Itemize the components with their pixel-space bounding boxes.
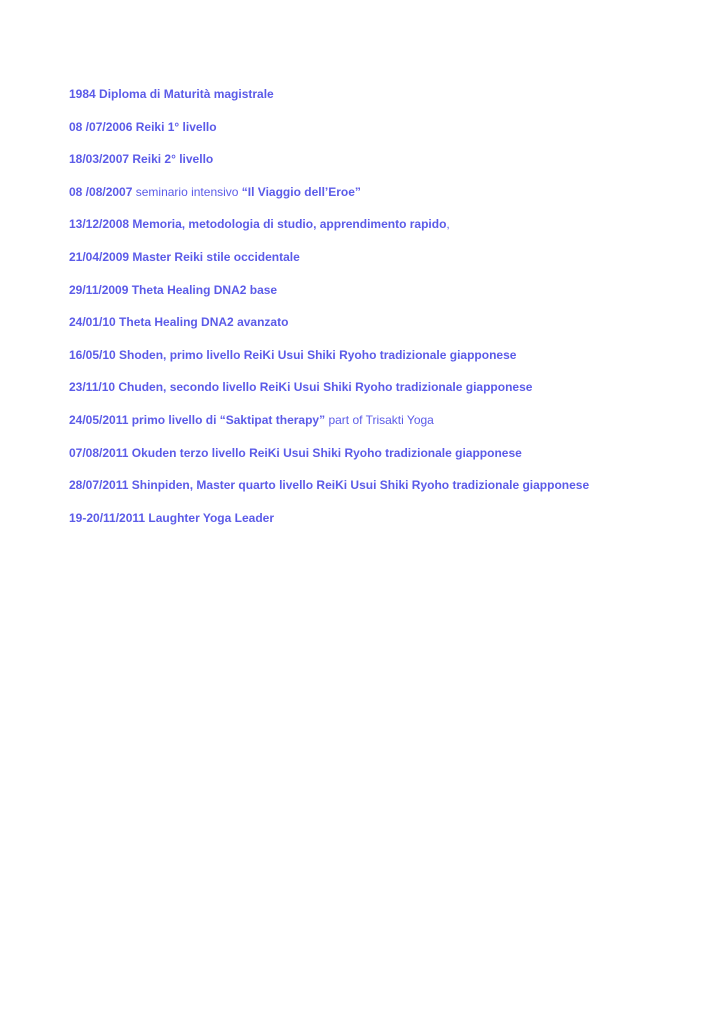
- list-item: [69, 119, 709, 152]
- list-item: [69, 477, 709, 510]
- entry-bold-text: 1984 Diploma di Maturità magistrale: [69, 87, 274, 101]
- entry-normal-text: part of Trisakti Yoga: [325, 412, 434, 427]
- list-item: [69, 314, 709, 347]
- list-item: [69, 86, 709, 119]
- entry-bold-text: 29/11/2009 Theta Healing DNA2 base: [69, 282, 278, 297]
- entry-bold-text: 24/01/10 Theta Healing DNA2 avanzato: [69, 315, 289, 330]
- entry-bold-text: 07/08/2011 Okuden terzo livello ReiKi Usui Shiki Ryoho tradizionale giapponese: [69, 445, 522, 460]
- list-item: [69, 412, 709, 445]
- list-item: [69, 347, 709, 380]
- list-item: [69, 379, 709, 412]
- entry-bold-text: 08 /08/2007: [69, 184, 133, 199]
- entry-bold-text-2: “Il Viaggio dell’Eroe”: [241, 184, 361, 199]
- entry-normal-text: ,: [446, 217, 450, 232]
- entry-bold-text: 18/03/2007 Reiki 2° livello: [69, 152, 214, 167]
- list-item: [69, 151, 709, 184]
- list-item: [69, 510, 709, 543]
- list-item: [69, 249, 709, 282]
- list-item: [69, 282, 709, 315]
- entry-bold-text: 16/05/10 Shoden, primo livello ReiKi Usui Shiki Ryoho tradizionale giapponese: [69, 347, 517, 362]
- entry-normal-text: seminario intensivo: [132, 184, 242, 199]
- entry-bold-text: 19-20/11/2011 Laughter Yoga Leader: [69, 510, 274, 525]
- entry-bold-text: 21/04/2009 Master Reiki stile occidentale: [69, 249, 300, 264]
- list-item: [69, 445, 709, 478]
- entry-bold-text: 08 /07/2006 Reiki 1° livello: [69, 119, 217, 134]
- entry-bold-text: 24/05/2011 primo livello di “Saktipat therapy”: [69, 412, 326, 427]
- list-item: [69, 184, 709, 217]
- entry-bold-text: 13/12/2008 Memoria, metodologia di studio, apprendimento rapido: [69, 217, 447, 232]
- entry-list: [69, 86, 709, 542]
- list-item: [69, 216, 709, 249]
- entry-bold-text: 23/11/10 Chuden, secondo livello ReiKi Usui Shiki Ryoho tradizionale giapponese: [69, 380, 533, 395]
- entry-bold-text: 28/07/2011 Shinpiden, Master quarto livello ReiKi Usui Shiki Ryoho tradizionale giapponese: [69, 478, 590, 493]
